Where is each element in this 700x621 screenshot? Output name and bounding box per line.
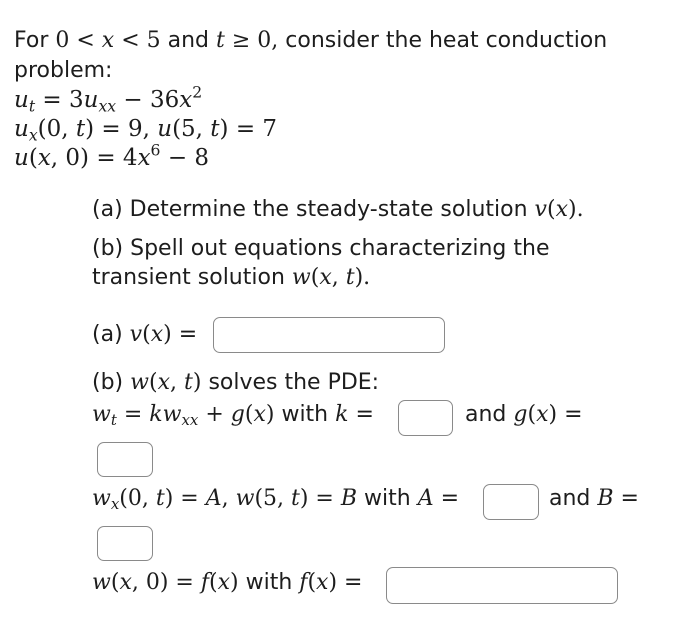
- intro-for: For: [14, 28, 49, 53]
- answer-b-label: [92, 368, 379, 398]
- steady-state-input[interactable]: [213, 317, 445, 353]
- intro-and: and: [167, 28, 210, 53]
- and-g-label: and g(x) =: [465, 402, 583, 427]
- answer-a-prefix: (a): [92, 322, 123, 347]
- intro-line-2: problem:: [14, 58, 113, 83]
- task-a-text: (a) Determine the steady-state solution: [92, 197, 528, 222]
- task-b-text: transient solution: [92, 265, 285, 290]
- ic-line: w(x, 0) = f(x) with f(x) =: [92, 570, 363, 595]
- and-b-label: and B =: [549, 486, 639, 511]
- answer-b-prefix: (b): [92, 370, 124, 395]
- answer-a-label: (a) v(x) =: [92, 322, 198, 347]
- b-input[interactable]: [97, 526, 153, 561]
- g-input[interactable]: [97, 442, 153, 477]
- answer-b-solves: solves the PDE:: [208, 370, 380, 395]
- equation-initial: u(x, $0) = 4x^6 - 8$: [14, 140, 210, 171]
- a-input[interactable]: [483, 484, 539, 520]
- equation-pde: $u_t = 3u_{xx} - 36x^2$: [14, 82, 203, 116]
- intro-cond-t: t ≥ 0,: [216, 28, 279, 53]
- task-b-line-2: [92, 263, 370, 293]
- answer-a-lhs: v(x): [129, 322, 172, 347]
- intro-cond-x: 0 < x < 5: [55, 28, 161, 53]
- pde-line: $w_t = kw_{xx} + g(x)$ with k =: [92, 402, 374, 430]
- task-a: [92, 195, 584, 225]
- equation-boundary: $u_x(0$, t) = 9, u(5, t) = 7: [14, 116, 278, 145]
- answer-b-function: w(x, t): [130, 370, 202, 395]
- intro-line: [14, 26, 607, 56]
- task-a-function: v(x).: [534, 197, 584, 222]
- k-input[interactable]: [398, 400, 453, 436]
- bc-line: $w_x(0$, t) = A, w(5, t) = B with A =: [92, 486, 460, 514]
- task-b-function: w(x, t).: [291, 265, 371, 290]
- task-b-line-1: (b) Spell out equations characterizing the: [92, 236, 550, 261]
- intro-rest: consider the heat conduction: [285, 28, 608, 53]
- f-input[interactable]: [386, 567, 618, 604]
